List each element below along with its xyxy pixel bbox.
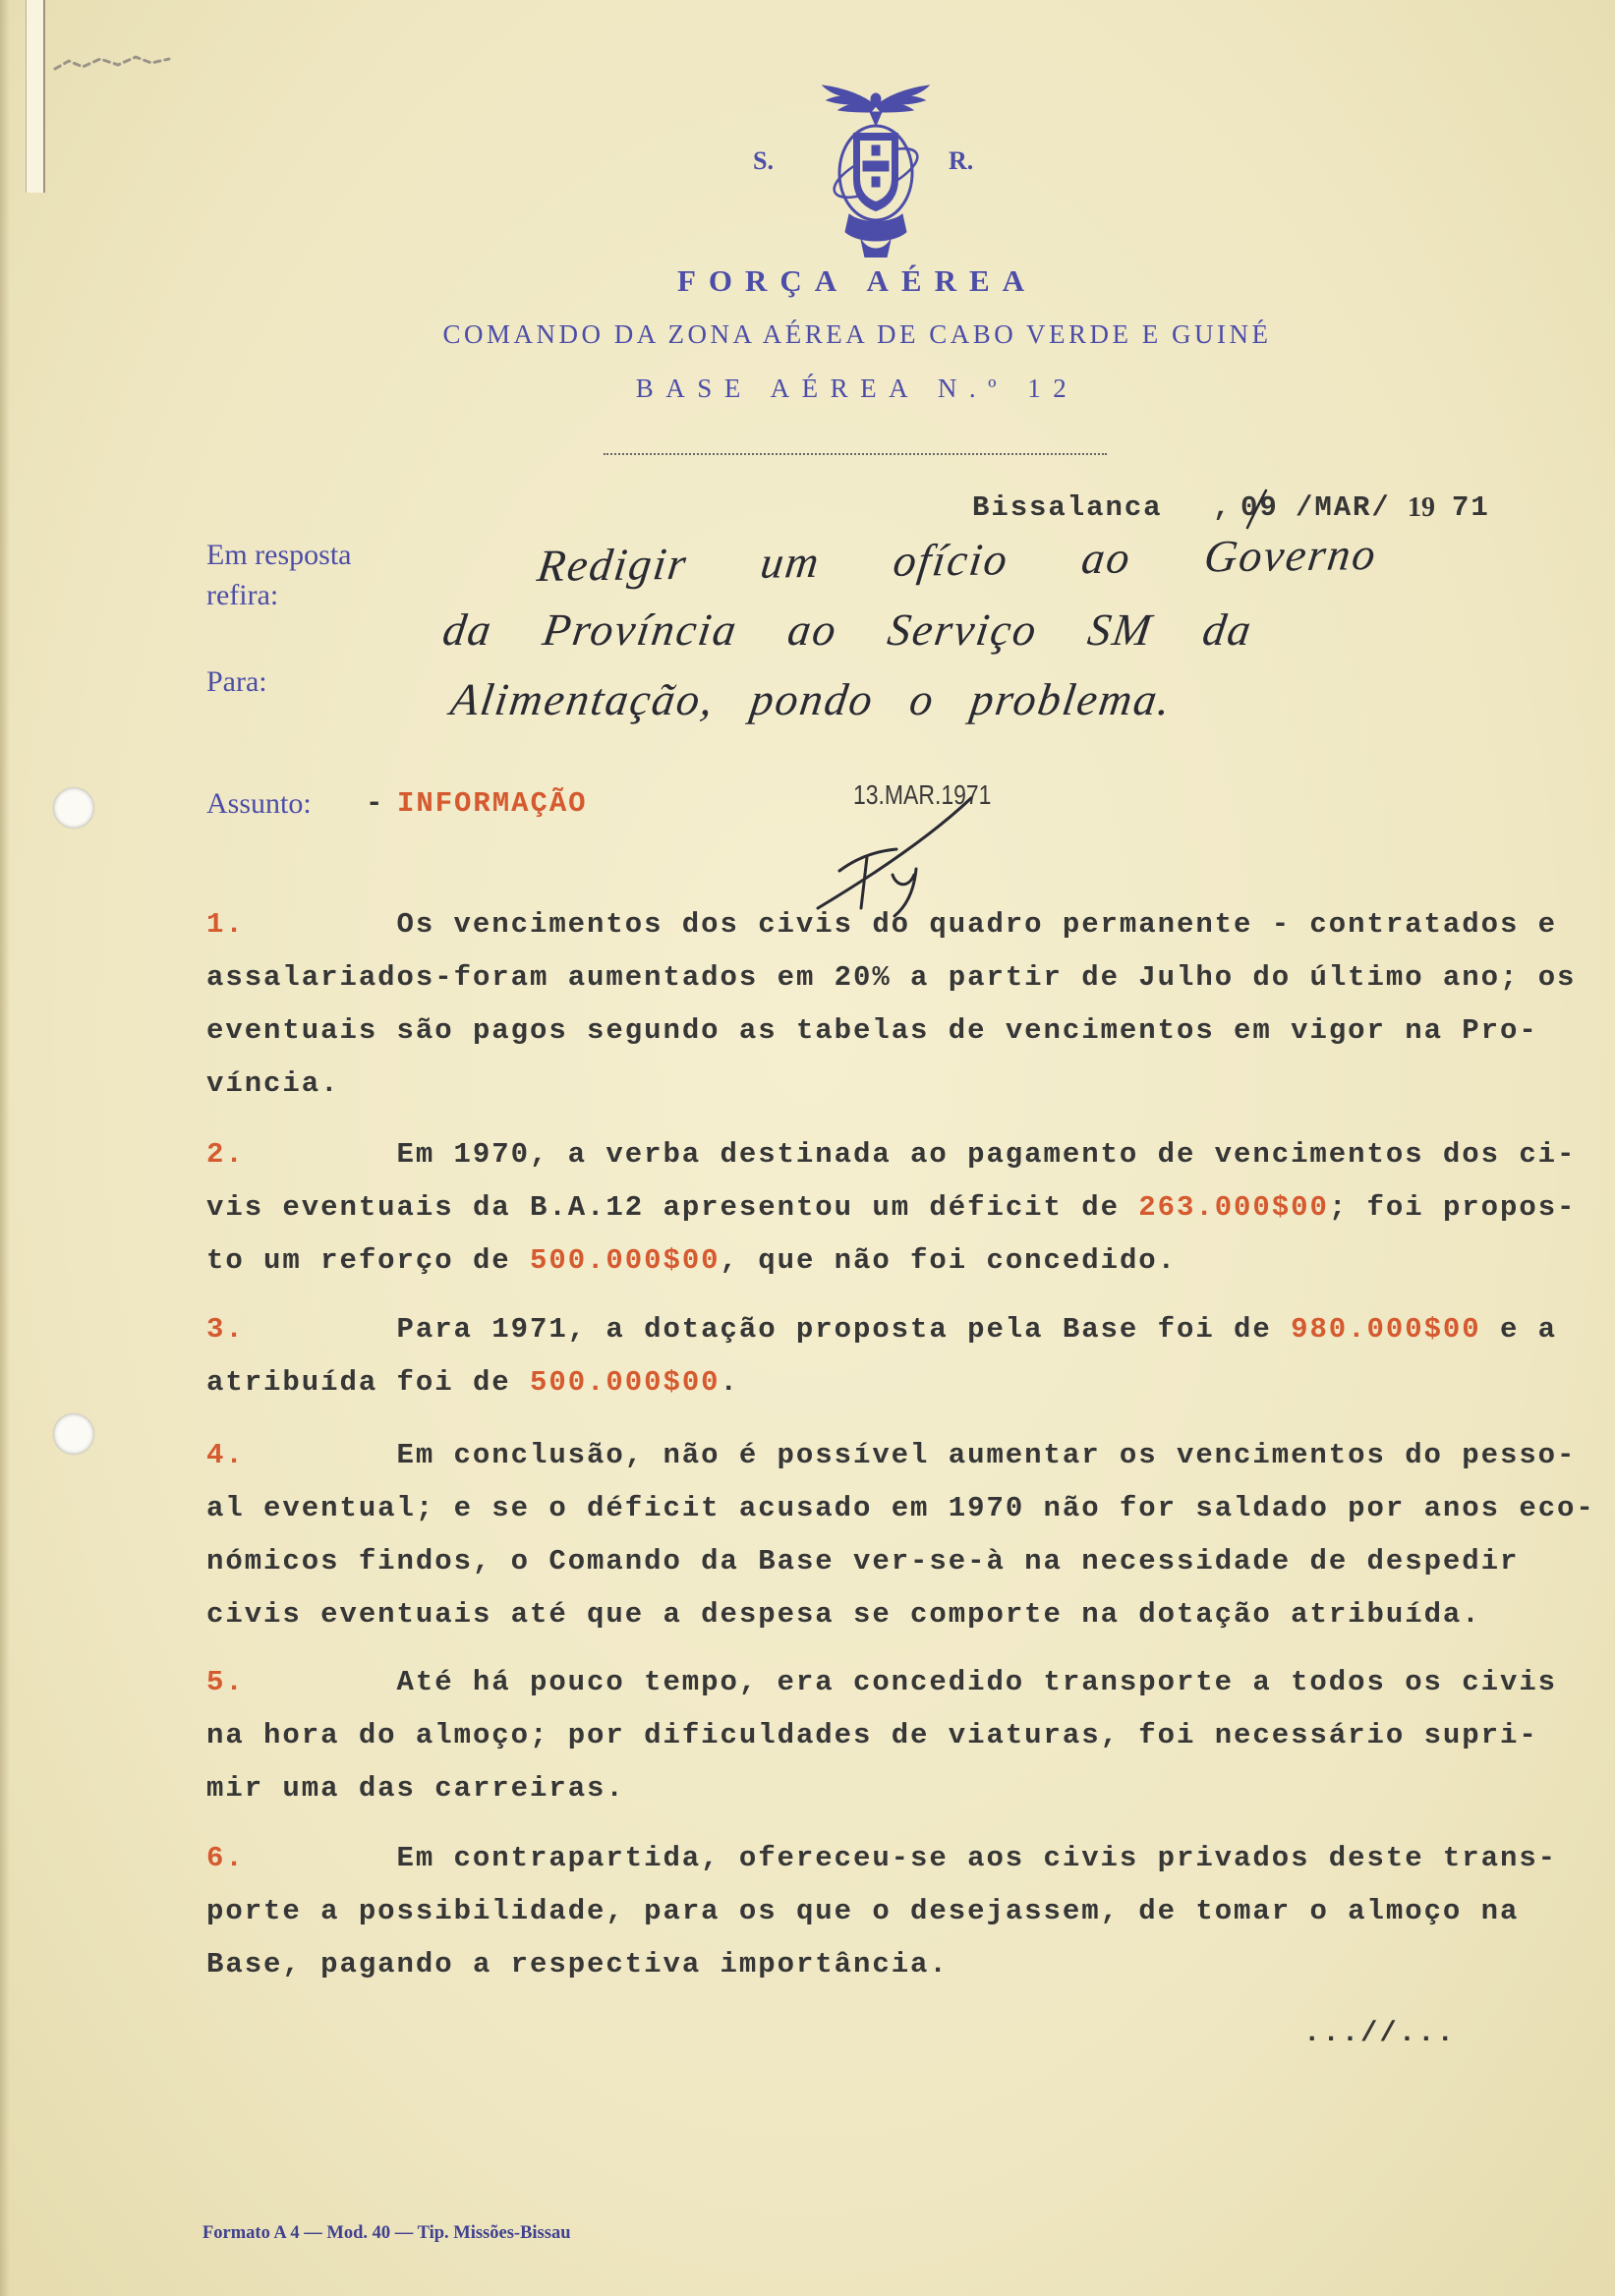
- quina: [872, 177, 880, 187]
- quina: [872, 161, 880, 171]
- letterhead-base: BASE AÉREA N.º 12: [635, 373, 1079, 403]
- paragraph-number: 3.: [206, 1313, 245, 1346]
- line-text: to um reforço de: [206, 1244, 530, 1277]
- letterhead-dotted-rule: [604, 453, 1107, 455]
- received-date-stamp: 13.MAR.1971: [853, 779, 992, 810]
- handwritten-note-line-1: Redigir um ofício ao Governo: [535, 529, 1381, 591]
- emblem-foot: [861, 240, 891, 258]
- line-text: Em 1970, a verba destinada ao pagamento de vencimentos dos ci-: [396, 1138, 1577, 1171]
- continuation-mark: ...//...: [1303, 2017, 1456, 2049]
- paragraph-number: 2.: [206, 1138, 245, 1171]
- r-mark: R.: [949, 146, 974, 175]
- letterhead-command: COMANDO DA ZONA AÉREA DE CABO VERDE E GUINÉ: [442, 319, 1272, 349]
- paragraph-line: eventuais são pagos segundo as tabelas de vencimentos em vigor na Pro-: [206, 1014, 1538, 1047]
- paragraph-number: 6.: [206, 1842, 245, 1874]
- punch-hole-lower: [53, 1413, 94, 1455]
- date-day-overwrite-mark: [1237, 488, 1282, 531]
- corner-smudge-mark: [49, 47, 177, 86]
- quina: [863, 161, 871, 171]
- paragraph-line: na hora do almoço; por dificuldades de viaturas, foi necessário supri-: [206, 1719, 1538, 1751]
- line-text: ; foi propos-: [1328, 1191, 1577, 1224]
- letterhead-title: FORÇA AÉREA: [676, 263, 1038, 298]
- paragraph-line: [206, 1356, 1557, 1409]
- line-text: Para 1971, a dotação proposta pela Base foi de: [396, 1313, 1292, 1346]
- left-edge-shadow: [0, 0, 10, 2296]
- paragraph-line: civis eventuais até que a despesa se comporte na dotação atribuída.: [206, 1598, 1481, 1631]
- footer-imprint: Formato A 4 — Mod. 40 — Tip. Missões-Bissau: [202, 2223, 571, 2243]
- paragraph-line: [206, 1128, 1576, 1181]
- paragraph-line: al eventual; e se o déficit acusado em 1970 não for saldado por anos eco-: [206, 1492, 1595, 1524]
- paragraph-4: [206, 1429, 1595, 1641]
- paragraph-3: [206, 1303, 1557, 1409]
- paragraph-number: 5.: [206, 1666, 245, 1698]
- line-text: Em contrapartida, ofereceu-se aos civis privados deste trans-: [396, 1842, 1558, 1874]
- paragraph-2: [206, 1128, 1576, 1288]
- handwritten-note-line-2: da Província ao Serviço SM da: [439, 604, 1256, 655]
- s-mark: S.: [753, 146, 774, 175]
- line-text: Até há pouco tempo, era concedido transporte a todos os civis: [396, 1666, 1558, 1698]
- paragraph-line: Base, pagando a respectiva importância.: [206, 1948, 949, 1980]
- paragraph-line: [206, 1303, 1557, 1356]
- line-text: Os vencimentos dos civis do quadro permanente - contratados e: [396, 908, 1558, 941]
- date-year: 71: [1452, 491, 1490, 524]
- paragraph-line: [206, 1656, 1557, 1709]
- amount-reinforcement: 500.000$00: [530, 1244, 721, 1277]
- emblem-base: [845, 214, 906, 241]
- paragraph-line: mir uma das carreiras.: [206, 1772, 625, 1805]
- date-month: /MAR/: [1296, 491, 1391, 524]
- paragraph-5: [206, 1656, 1557, 1815]
- eagle-left-wing: [823, 86, 876, 112]
- subject-value: INFORMAÇÃO: [397, 787, 588, 820]
- amount-deficit: 263.000$00: [1138, 1191, 1329, 1224]
- paragraph-number: 4.: [206, 1439, 245, 1471]
- amount-proposed: 980.000$00: [1291, 1313, 1481, 1346]
- amount-allocated: 500.000$00: [530, 1366, 721, 1399]
- eagle-head: [871, 93, 881, 105]
- handwritten-note-line-3: Alimentação, pondo o problema.: [447, 674, 1176, 724]
- paragraph-line: [206, 1234, 1576, 1288]
- to-label: Para:: [206, 665, 267, 698]
- subject-label: Assunto:: [206, 787, 312, 820]
- line-text: e a: [1480, 1313, 1558, 1346]
- paragraph-line: [206, 1181, 1576, 1234]
- eagle-tail: [870, 112, 882, 126]
- line-text: atribuída foi de: [206, 1366, 530, 1399]
- line-text: .: [720, 1366, 739, 1399]
- quina: [881, 161, 889, 171]
- line-text: , que não foi concedido.: [720, 1244, 1177, 1277]
- quina: [872, 145, 880, 155]
- paragraph-line: víncia.: [206, 1067, 340, 1100]
- date-comma: ,: [1213, 491, 1233, 524]
- paragraph-line: assalariados-foram aumentados em 20% a partir de Julho do último ano; os: [206, 961, 1577, 994]
- torn-corner-strip: [26, 0, 45, 193]
- paragraph-line: porte a possibilidade, para os que o desejassem, de tomar o almoço na: [206, 1895, 1520, 1927]
- date-century: 19: [1408, 492, 1435, 523]
- refer-label: refira:: [206, 579, 279, 611]
- paragraph-line: [206, 1832, 1557, 1885]
- paragraph-number: 1.: [206, 908, 245, 941]
- date-place: Bissalanca: [972, 491, 1163, 524]
- paragraph-line: [206, 898, 1576, 951]
- line-text: vis eventuais da B.A.12 apresentou um déficit de: [206, 1191, 1139, 1224]
- punch-hole-upper: [53, 787, 94, 829]
- line-text: Em conclusão, não é possível aumentar os vencimentos do pesso-: [396, 1439, 1577, 1471]
- paragraph-1: [206, 898, 1576, 1111]
- paragraph-line: [206, 1429, 1595, 1482]
- reply-label: Em resposta: [206, 539, 352, 571]
- date-day: 09: [1240, 491, 1279, 524]
- paragraph-6: [206, 1832, 1557, 1991]
- air-force-emblem-icon: [822, 85, 930, 258]
- paragraph-line: nómicos findos, o Comando da Base ver-se-à na necessidade de despedir: [206, 1545, 1520, 1578]
- subject-dash: -: [366, 787, 385, 820]
- eagle-right-wing: [876, 86, 929, 112]
